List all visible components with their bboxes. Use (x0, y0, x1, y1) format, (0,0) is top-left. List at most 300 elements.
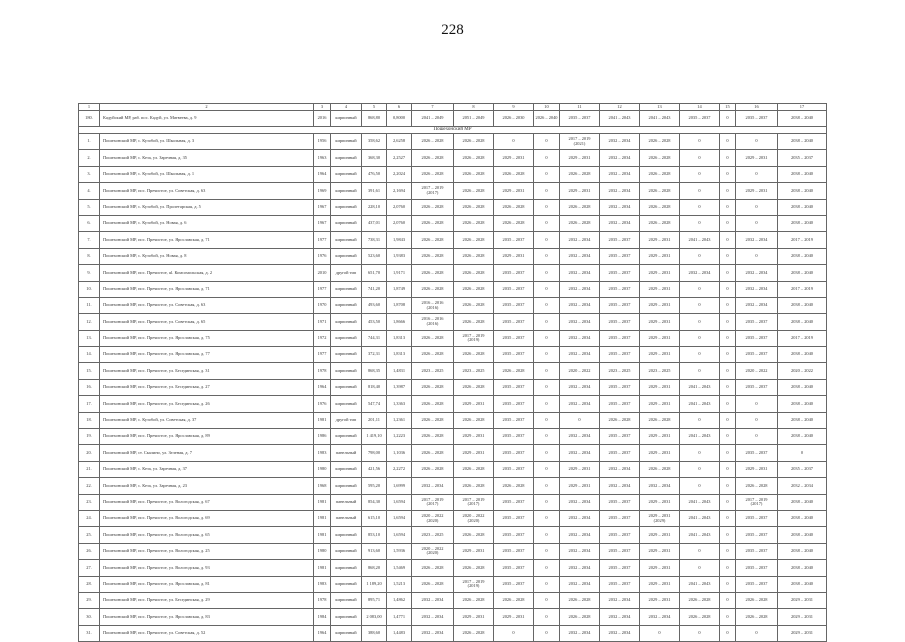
address-cell: Пошехонский МР, пос. Пречистое, ул. Ярославская, д. 89 (100, 429, 314, 445)
table-cell: кирпичный (331, 461, 362, 477)
table-cell: 1,2361 (387, 412, 412, 428)
table-cell: 615,10 (362, 510, 387, 526)
table-cell: 2029 – 2031 (454, 543, 494, 559)
table-cell: 2029 – 2031 (778, 625, 827, 641)
table-cell: 2041 – 2043 (680, 396, 720, 412)
table-cell: 18. (79, 412, 100, 428)
table-cell: 0 (736, 248, 778, 264)
register-table-body (79, 104, 827, 642)
table-row (79, 330, 827, 346)
table-cell: 2029 – 2031 (454, 609, 494, 625)
table-cell: 2026 – 2028 (640, 166, 680, 182)
table-cell: 1983 (314, 445, 331, 461)
table-cell: 2029 – 2031 (778, 592, 827, 608)
table-cell: кирпичный (331, 134, 362, 150)
table-cell: 2,2527 (387, 150, 412, 166)
table-cell: 1,6999 (387, 478, 412, 494)
table-cell: 2032 – 2034 (736, 232, 778, 248)
table-cell: 0 (720, 445, 736, 461)
table-cell: 17. (79, 396, 100, 412)
table-cell: 2020 – 2022 (736, 363, 778, 379)
table-cell: 2038 – 2040 (778, 265, 827, 281)
table-cell: 2029 – 2031 (640, 314, 680, 330)
table-cell: 2023 – 2025 (640, 363, 680, 379)
table-cell: 2017 – 2019 (2017) (736, 494, 778, 510)
table-cell: 0 (680, 445, 720, 461)
table-cell: 13. (79, 330, 100, 346)
table-cell: 2041 – 2043 (680, 494, 720, 510)
table-cell: 0 (720, 461, 736, 477)
table-cell: 1,3987 (387, 379, 412, 395)
table-cell: 2026 – 2028 (454, 592, 494, 608)
table-cell: 368,30 (362, 150, 387, 166)
table-cell: 0 (720, 150, 736, 166)
table-cell: 2026 – 2028 (640, 199, 680, 215)
table-cell: 2029 – 2031 (454, 445, 494, 461)
table-cell: 2035 – 2037 (600, 248, 640, 264)
table-row (79, 510, 827, 526)
table-cell: 0 (534, 527, 560, 543)
table-cell: 2032 – 2034 (560, 281, 600, 297)
table-cell: 2035 – 2037 (736, 111, 778, 127)
table-cell: 595,20 (362, 478, 387, 494)
table-cell: 2026 – 2028 (640, 215, 680, 231)
table-cell: 2017 – 2019 (2021) (560, 134, 600, 150)
address-cell: Пошехонский МР, с. Кузобой, ул. Школьная, д. 3 (100, 134, 314, 150)
table-cell: 0 (494, 625, 534, 641)
table-cell: 2032 – 2034 (560, 314, 600, 330)
table-cell: 2029 – 2031 (640, 347, 680, 363)
table-cell: другой тип (331, 265, 362, 281)
table-cell: 2035 – 2037 (494, 576, 534, 592)
table-cell: 228,10 (362, 199, 387, 215)
table-cell: 12. (79, 314, 100, 330)
table-row (79, 363, 827, 379)
table-cell: 2026 – 2028 (412, 461, 454, 477)
table-cell: 2026 – 2028 (454, 166, 494, 182)
table-cell: 2029 – 2031 (640, 543, 680, 559)
table-cell: 31. (79, 625, 100, 641)
address-cell: Пошехонский МР, с. Кеза, ул. Заречная, д. 35 (100, 150, 314, 166)
table-cell: 2032 – 2034 (600, 150, 640, 166)
table-cell: 2026 – 2028 (412, 150, 454, 166)
table-row (79, 543, 827, 559)
table-cell: 0 (680, 625, 720, 641)
table-cell: 2026 – 2028 (680, 592, 720, 608)
table-cell: 2032 – 2034 (560, 347, 600, 363)
table-cell: 27. (79, 560, 100, 576)
table-cell: 2035 – 2037 (736, 543, 778, 559)
table-cell: 372,31 (362, 347, 387, 363)
table-cell: 2035 – 2037 (600, 379, 640, 395)
table-cell: 0 (534, 478, 560, 494)
table-cell: 2032 – 2034 (736, 297, 778, 313)
table-cell: 2032 – 2034 (560, 625, 600, 641)
table-cell: 2026 – 2028 (454, 297, 494, 313)
table-cell: 2026 – 2028 (560, 592, 600, 608)
table-cell: 868,20 (362, 560, 387, 576)
table-cell: 2038 – 2040 (778, 576, 827, 592)
table-cell: 1981 (314, 412, 331, 428)
table-cell: кирпичный (331, 297, 362, 313)
column-number-cell: 14 (680, 104, 720, 111)
table-cell: 180. (79, 111, 100, 127)
table-cell: 0 (680, 297, 720, 313)
table-row (79, 166, 827, 182)
table-cell: 2017 – 2019 (778, 281, 827, 297)
table-cell: кирпичный (331, 199, 362, 215)
table-cell: 2023 – 2025 (412, 363, 454, 379)
address-cell: Пошехонский МР, пос. Пречистое, ул. Вологодская, д. 93 (100, 560, 314, 576)
table-cell: 1,6594 (387, 527, 412, 543)
table-cell: 2029 – 2031 (640, 297, 680, 313)
table-cell: 0 (736, 396, 778, 412)
column-number-cell: 5 (362, 104, 387, 111)
table-cell: 1969 (314, 183, 331, 199)
table-cell: 2026 – 2028 (454, 347, 494, 363)
table-cell: 2029 – 2031 (736, 461, 778, 477)
table-cell: 0 (494, 134, 534, 150)
table-cell: 1981 (314, 510, 331, 526)
table-cell: 2035 – 2037 (600, 265, 640, 281)
table-cell: кирпичный (331, 592, 362, 608)
address-cell: Пошехонский МР, пос. Пречистое, ул. Бесединская, д. 27 (100, 379, 314, 395)
table-cell: 2051 – 2049 (454, 111, 494, 127)
table-cell: 2017 – 2019 (2019) (454, 330, 494, 346)
table-cell: 5. (79, 199, 100, 215)
table-cell: 2038 – 2040 (778, 297, 827, 313)
table-cell: 2032 – 2034 (600, 134, 640, 150)
table-cell: 0 (534, 215, 560, 231)
table-cell: 2035 – 2037 (600, 314, 640, 330)
table-cell: 2029 – 2031 (560, 478, 600, 494)
table-row (79, 183, 827, 199)
address-cell: Пошехонский МР, пос. Пречистое, ul. Комсомольская, д. 2 (100, 265, 314, 281)
table-cell: 0 (680, 215, 720, 231)
table-row (79, 347, 827, 363)
table-cell: 2032 – 2034 (560, 396, 600, 412)
table-cell: 0 (720, 265, 736, 281)
table-cell: 0 (680, 478, 720, 494)
table-cell: 2035 – 2037 (494, 527, 534, 543)
table-cell: 0 (680, 543, 720, 559)
table-cell: 2010 (314, 265, 331, 281)
table-cell: 2 083,00 (362, 609, 387, 625)
table-cell: 0 (736, 429, 778, 445)
table-row (79, 396, 827, 412)
table-cell: 1970 (314, 297, 331, 313)
table-cell: 2035 – 2037 (600, 445, 640, 461)
table-cell: 2035 – 2037 (600, 576, 640, 592)
table-cell: 0 (680, 363, 720, 379)
table-cell: 2029 – 2031 (560, 461, 600, 477)
table-cell: 2026 – 2028 (560, 166, 600, 182)
table-cell: 1,5469 (387, 560, 412, 576)
table-cell: 2026 – 2028 (454, 560, 494, 576)
table-cell: 0 (534, 297, 560, 313)
table-cell: кирпичный (331, 330, 362, 346)
table-cell: 2026 – 2028 (454, 248, 494, 264)
table-cell: 0 (534, 347, 560, 363)
table-cell: кирпичный (331, 396, 362, 412)
table-cell: 0 (534, 592, 560, 608)
table-cell: 2016 (314, 111, 331, 127)
table-cell: 0 (680, 166, 720, 182)
table-cell: 2035 – 2037 (494, 232, 534, 248)
table-cell: 0 (534, 609, 560, 625)
table-cell: 2041 – 2043 (680, 232, 720, 248)
table-cell: 0 (534, 330, 560, 346)
table-cell: 1,5213 (387, 576, 412, 592)
table-cell: 2026 – 2028 (412, 199, 454, 215)
table-cell: 2032 – 2034 (600, 609, 640, 625)
table-cell: 11. (79, 297, 100, 313)
table-cell: 2035 – 2037 (600, 396, 640, 412)
table-cell: 0 (534, 461, 560, 477)
table-cell: 2032 – 2034 (600, 215, 640, 231)
table-cell: 1981 (314, 527, 331, 543)
table-cell: 1977 (314, 347, 331, 363)
table-row (79, 232, 827, 248)
table-cell: 2035 – 2037 (600, 543, 640, 559)
table-cell: 0 (720, 543, 736, 559)
table-cell: 388,60 (362, 625, 387, 641)
table-cell: 1980 (314, 461, 331, 477)
table-cell: 0 (534, 183, 560, 199)
table-cell: 0 (720, 412, 736, 428)
table-cell: 2026 – 2028 (412, 347, 454, 363)
table-cell: 2026 – 2028 (494, 478, 534, 494)
table-cell: 1986 (314, 429, 331, 445)
table-cell: 2035 – 2037 (736, 510, 778, 526)
table-cell: 744,31 (362, 330, 387, 346)
table-cell: 0 (534, 429, 560, 445)
table-cell: 29. (79, 592, 100, 608)
table-cell: 2035 – 2037 (600, 347, 640, 363)
table-cell: 2029 – 2031 (454, 396, 494, 412)
table-cell: 2,2024 (387, 166, 412, 182)
table-cell: кирпичный (331, 232, 362, 248)
table-cell: 0 (720, 510, 736, 526)
table-cell: 2035 – 2037 (494, 314, 534, 330)
table-row (79, 592, 827, 608)
table-cell: 2032 – 2034 (412, 625, 454, 641)
table-cell: 4. (79, 183, 100, 199)
table-cell: 2026 – 2028 (454, 265, 494, 281)
table-cell: 1,8313 (387, 347, 412, 363)
table-cell: 493,60 (362, 297, 387, 313)
table-cell: 1,4862 (387, 592, 412, 608)
table-cell: 2035 – 2037 (494, 396, 534, 412)
table-cell: 1977 (314, 281, 331, 297)
table-cell: 2026 – 2028 (412, 215, 454, 231)
address-cell: Пошехонский МР, пос. Пречистое, ул. Советская, д. 63 (100, 297, 314, 313)
table-cell: кирпичный (331, 363, 362, 379)
table-cell: 2029 – 2031 (640, 445, 680, 461)
table-cell: 0 (680, 199, 720, 215)
table-cell: другой тип (331, 412, 362, 428)
table-cell: 2032 – 2034 (560, 510, 600, 526)
table-cell: 1981 (314, 494, 331, 510)
table-cell: 9. (79, 265, 100, 281)
column-number-cell: 16 (736, 104, 778, 111)
section-row (79, 127, 827, 134)
table-row (79, 150, 827, 166)
table-cell: 0 (720, 527, 736, 543)
table-cell: 2026 – 2028 (640, 412, 680, 428)
table-cell: 2029 – 2031 (640, 330, 680, 346)
table-cell: 2035 – 2037 (600, 510, 640, 526)
table-cell: 2026 – 2028 (600, 412, 640, 428)
table-cell: 2035 – 2037 (736, 347, 778, 363)
table-cell: 2032 – 2034 (600, 625, 640, 641)
table-cell: 2026 – 2028 (454, 134, 494, 150)
table-cell: 10. (79, 281, 100, 297)
table-cell: 1,6594 (387, 494, 412, 510)
table-cell: 0 (720, 330, 736, 346)
table-cell: 2026 – 2028 (412, 379, 454, 395)
table-cell: 2026 – 2028 (560, 609, 600, 625)
table-cell: 1,3363 (387, 396, 412, 412)
table-cell: 0 (720, 592, 736, 608)
table-cell: 2026 – 2028 (640, 134, 680, 150)
table-cell: 2032 – 2034 (560, 429, 600, 445)
table-cell: 0 (720, 314, 736, 330)
table-cell: 2026 – 2028 (454, 527, 494, 543)
table-cell: 2026 – 2028 (560, 215, 600, 231)
table-cell: 14. (79, 347, 100, 363)
address-cell: Пошехонский МР, пос. Пречистое, ул. Советская, д. 65 (100, 314, 314, 330)
table-cell: 2026 – 2030 (494, 111, 534, 127)
table-cell: 2032 – 2034 (680, 265, 720, 281)
table-cell: 2029 – 2031 (640, 379, 680, 395)
table-cell: 0 (720, 248, 736, 264)
table-cell: 2035 – 2037 (736, 314, 778, 330)
table-cell: 2017 – 2019 (2017) (454, 494, 494, 510)
register-table (78, 103, 827, 642)
column-number-cell: 17 (778, 104, 827, 111)
table-cell: 0 (534, 396, 560, 412)
table-cell: кирпичный (331, 166, 362, 182)
table-row (79, 281, 827, 297)
table-cell: кирпичный (331, 527, 362, 543)
table-cell: 24. (79, 510, 100, 526)
column-number-cell: 13 (640, 104, 680, 111)
table-cell: 2029 – 2031 (560, 183, 600, 199)
table-cell: 0 (720, 429, 736, 445)
table-cell: 854,30 (362, 494, 387, 510)
table-cell: 738,31 (362, 232, 387, 248)
table-cell: 2035 – 2037 (778, 150, 827, 166)
table-cell: 2026 – 2040 (534, 111, 560, 127)
table-cell: 0 (680, 347, 720, 363)
table-cell: 1,5936 (387, 543, 412, 559)
table-cell: 818,40 (362, 379, 387, 395)
table-cell: 2032 – 2034 (560, 248, 600, 264)
table-cell: 0 (720, 363, 736, 379)
table-row (79, 199, 827, 215)
address-cell: Пошехонский МР, пос. Пречистое, ул. Ярославская, д. 71 (100, 281, 314, 297)
table-cell: 8. (79, 248, 100, 264)
table-cell: 1967 (314, 215, 331, 231)
table-cell: 1,4771 (387, 609, 412, 625)
table-cell: 2020 – 2022 (560, 363, 600, 379)
table-cell: 2035 – 2037 (680, 111, 720, 127)
table-cell: 853,10 (362, 527, 387, 543)
table-row (79, 445, 827, 461)
column-number-cell: 4 (331, 104, 362, 111)
table-cell: 2038 – 2040 (778, 166, 827, 182)
table-cell: 2017 – 2019 (2017) (412, 183, 454, 199)
table-cell: 1,6594 (387, 510, 412, 526)
table-cell: 2035 – 2037 (494, 560, 534, 576)
table-cell: 2026 – 2028 (454, 314, 494, 330)
table-cell: 2020 – 2022 (2020) (412, 510, 454, 526)
table-cell: 476,50 (362, 166, 387, 182)
table-cell: 2016 – 2016 (2016) (412, 297, 454, 313)
address-cell: Пошехонский МР, с. Кузобой, ул. Пролетарская, д. 5 (100, 199, 314, 215)
column-number-row (79, 104, 827, 111)
table-cell: 0 (720, 625, 736, 641)
table-cell: 0 (720, 199, 736, 215)
table-cell: 0 (720, 166, 736, 182)
table-cell: 2026 – 2028 (454, 150, 494, 166)
table-cell: 2026 – 2028 (412, 248, 454, 264)
table-cell: 2035 – 2037 (494, 330, 534, 346)
table-cell: 421,56 (362, 461, 387, 477)
table-cell: 2035 – 2037 (600, 297, 640, 313)
table-cell: 2035 – 2037 (600, 330, 640, 346)
table-cell: 2035 – 2037 (778, 461, 827, 477)
table-cell: 2029 – 2031 (736, 183, 778, 199)
table-cell: 0 (720, 347, 736, 363)
table-cell: 0 (720, 215, 736, 231)
table-cell: 1. (79, 134, 100, 150)
table-cell: 1,4483 (387, 625, 412, 641)
table-cell: 2029 – 2031 (560, 150, 600, 166)
table-cell: 28. (79, 576, 100, 592)
table-cell: 2032 – 2034 (640, 478, 680, 494)
section-title: Пошехонский МР (79, 127, 827, 134)
table-cell: 2032 – 2034 (560, 232, 600, 248)
table-cell: 2035 – 2037 (600, 232, 640, 248)
table-cell: 2029 – 2031 (640, 281, 680, 297)
table-cell: 0 (534, 576, 560, 592)
table-cell: 2026 – 2028 (454, 478, 494, 494)
table-cell: 2. (79, 150, 100, 166)
table-cell: 2,0760 (387, 215, 412, 231)
table-cell: 2041 – 2049 (412, 111, 454, 127)
table-cell: 2026 – 2028 (454, 232, 494, 248)
table-cell: 2023 – 2025 (600, 363, 640, 379)
table-cell: 2035 – 2037 (736, 527, 778, 543)
table-cell: 1964 (314, 166, 331, 182)
table-cell: 0 (680, 330, 720, 346)
table-cell: 2026 – 2028 (454, 199, 494, 215)
table-cell: 2032 – 2034 (736, 265, 778, 281)
table-cell: 2026 – 2028 (494, 363, 534, 379)
table-cell: 0 (534, 166, 560, 182)
table-cell: 2035 – 2037 (736, 560, 778, 576)
table-cell: 2026 – 2028 (494, 215, 534, 231)
table-cell: панельный (331, 510, 362, 526)
table-cell: 0 (680, 461, 720, 477)
table-cell: 2026 – 2028 (412, 330, 454, 346)
table-cell: 2,6258 (387, 134, 412, 150)
table-cell: 0 (720, 396, 736, 412)
table-cell: 2035 – 2037 (494, 297, 534, 313)
table-cell: 2032 – 2034 (560, 330, 600, 346)
